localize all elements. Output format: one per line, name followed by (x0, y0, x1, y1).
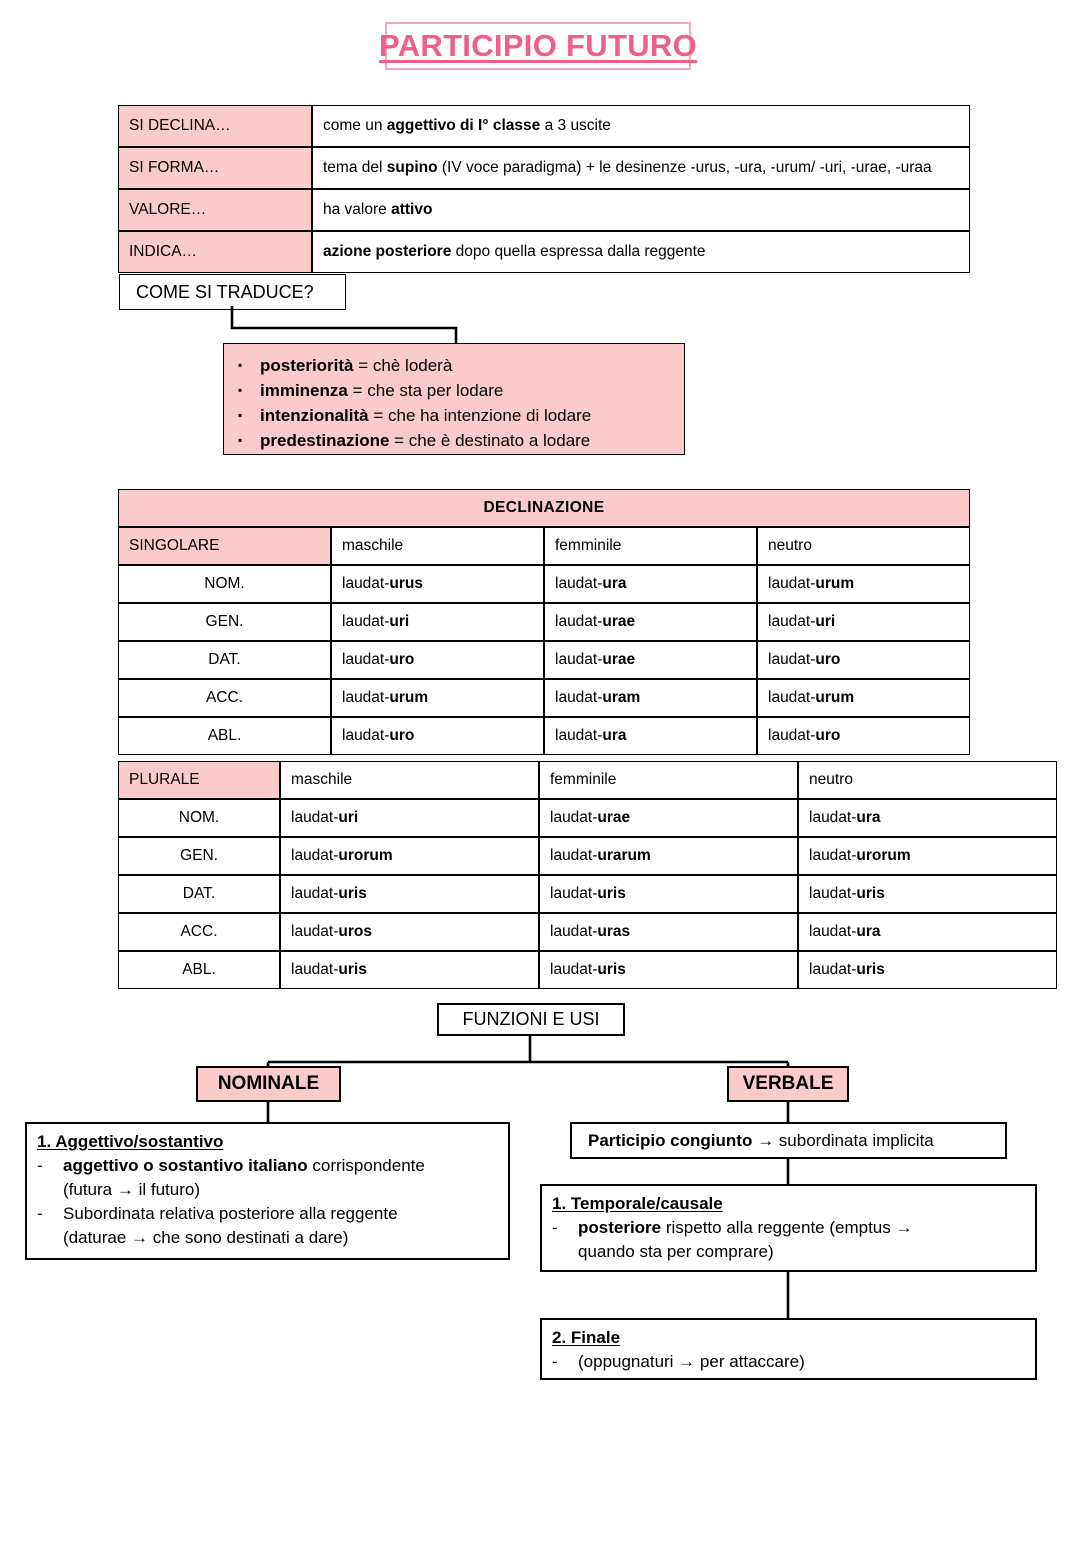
declension-singular-table (118, 489, 970, 755)
come-si-traduce-label: COME SI TRADUCE? (136, 281, 314, 302)
list-item (552, 1350, 1025, 1374)
declined-form: laudat-urae (544, 603, 757, 641)
page-title: PARTICIPIO FUTURO (379, 28, 697, 63)
declined-form: laudat-uro (757, 717, 970, 755)
list-item (37, 1202, 498, 1250)
traduce-gloss: = che sta per lodare (347, 381, 504, 400)
list-item (238, 353, 684, 378)
declined-form: laudat-uri (757, 603, 970, 641)
declined-form: laudat-uris (280, 875, 539, 913)
finale-box (540, 1318, 1037, 1380)
case-label: GEN. (118, 837, 280, 875)
table-row (118, 603, 970, 641)
declined-form: laudat-uris (798, 875, 1057, 913)
overview-row-value: tema del supino (IV voce paradigma) + le desinenze -urus, -ura, -urum/ -uri, -urae, -uraa (312, 147, 970, 189)
traduce-gloss: = che ha intenzione di lodare (368, 406, 592, 425)
declined-form: laudat-urarum (539, 837, 798, 875)
funzioni-e-usi-label: FUNZIONI E USI (462, 1009, 600, 1029)
declined-form: laudat-uris (539, 951, 798, 989)
square-bullet-icon: ▪ (238, 358, 243, 372)
table-row (118, 799, 1057, 837)
overview-row-value: azione posteriore dopo quella espressa dalla reggente (312, 231, 970, 273)
verbale-node (727, 1066, 849, 1102)
traduce-term: posteriorità (260, 356, 354, 375)
temporale-causale-box (540, 1184, 1037, 1272)
declined-form: laudat-uris (539, 875, 798, 913)
list-item-text: (oppugnaturi → per attaccare) (578, 1352, 805, 1371)
table-row (118, 527, 970, 565)
declined-form: laudat-ura (798, 799, 1057, 837)
table-row (118, 837, 1057, 875)
gender-header: maschile (331, 527, 544, 565)
declined-form: laudat-ura (798, 913, 1057, 951)
list-item (552, 1216, 1025, 1264)
gender-header: neutro (798, 761, 1057, 799)
traduce-gloss: = che è destinato a lodare (389, 431, 591, 450)
table-row (118, 147, 970, 189)
declined-form: laudat-ura (544, 565, 757, 603)
come-si-traduce-box (119, 274, 346, 310)
table-row (118, 105, 970, 147)
table-row (118, 679, 970, 717)
square-bullet-icon: ▪ (238, 408, 243, 422)
declined-form: laudat-uros (280, 913, 539, 951)
case-label: DAT. (118, 641, 331, 679)
dash-bullet-icon: - (37, 1156, 43, 1175)
table-row (118, 231, 970, 273)
table-row (118, 565, 970, 603)
traduce-values-box (223, 343, 685, 455)
traduce-term: imminenza (260, 381, 348, 400)
participio-congiunto-text (588, 1131, 934, 1151)
declined-form: laudat-ura (544, 717, 757, 755)
declined-form: laudat-urum (757, 679, 970, 717)
nominale-label: NOMINALE (217, 1073, 320, 1094)
nominale-node (196, 1066, 341, 1102)
declension-plural-table (118, 761, 1057, 989)
table-row (118, 761, 1057, 799)
nominale-detail-heading: 1. Aggettivo/sostantivo (37, 1132, 224, 1151)
traduce-gloss: = chè loderà (353, 356, 453, 375)
overview-table (118, 105, 970, 273)
case-label: NOM. (118, 565, 331, 603)
overview-row-value: ha valore attivo (312, 189, 970, 231)
participio-congiunto-bold: Participio congiunto (588, 1130, 753, 1150)
declined-form: laudat-urum (331, 679, 544, 717)
declined-form: laudat-uram (544, 679, 757, 717)
case-label: ABL. (118, 951, 280, 989)
declined-form: laudat-urae (539, 799, 798, 837)
traduce-term: predestinazione (260, 431, 390, 450)
case-label: ABL. (118, 717, 331, 755)
case-label: ACC. (118, 679, 331, 717)
gender-header: femminile (544, 527, 757, 565)
dash-bullet-icon: - (552, 1218, 558, 1237)
square-bullet-icon: ▪ (238, 383, 243, 397)
list-item (37, 1154, 498, 1202)
list-item-text: Subordinata relativa posteriore alla reggente (daturae → che sono destinati a dare) (63, 1204, 398, 1247)
overview-row-label: VALORE… (118, 189, 312, 231)
number-label: PLURALE (118, 761, 280, 799)
declension-heading: DECLINAZIONE (118, 489, 970, 527)
gender-header: maschile (280, 761, 539, 799)
funzioni-e-usi-node (437, 1003, 625, 1036)
declined-form: laudat-urum (757, 565, 970, 603)
declined-form: laudat-urorum (280, 837, 539, 875)
table-row (118, 951, 1057, 989)
declined-form: laudat-urorum (798, 837, 1057, 875)
dash-bullet-icon: - (552, 1352, 558, 1371)
overview-row-value: come un aggettivo di I° classe a 3 uscite (312, 105, 970, 147)
list-item-text: aggettivo o sostantivo italiano corrispondente (futura → il futuro) (63, 1156, 425, 1199)
participio-congiunto-rest: → subordinata implicita (752, 1130, 934, 1150)
gender-header: femminile (539, 761, 798, 799)
table-row (118, 875, 1057, 913)
declined-form: laudat-urus (331, 565, 544, 603)
list-item (238, 428, 684, 453)
page-title-box (379, 22, 697, 70)
nominale-detail-box (25, 1122, 510, 1260)
table-row (118, 641, 970, 679)
verbale-label: VERBALE (742, 1073, 834, 1094)
declined-form: laudat-urae (544, 641, 757, 679)
list-item (238, 378, 684, 403)
declined-form: laudat-uri (280, 799, 539, 837)
list-item-text: posteriore rispetto alla reggente (emptus → quando sta per comprare) (578, 1218, 913, 1261)
overview-row-label: INDICA… (118, 231, 312, 273)
finale-heading: 2. Finale (552, 1328, 621, 1347)
list-item (238, 403, 684, 428)
declined-form: laudat-uras (539, 913, 798, 951)
traduce-term: intenzionalità (260, 406, 369, 425)
overview-row-label: SI FORMA… (118, 147, 312, 189)
declined-form: laudat-uro (757, 641, 970, 679)
overview-row-label: SI DECLINA… (118, 105, 312, 147)
square-bullet-icon: ▪ (238, 433, 243, 447)
gender-header: neutro (757, 527, 970, 565)
case-label: DAT. (118, 875, 280, 913)
case-label: GEN. (118, 603, 331, 641)
table-row (118, 717, 970, 755)
declined-form: laudat-uris (280, 951, 539, 989)
participio-congiunto-box (570, 1122, 1007, 1159)
case-label: NOM. (118, 799, 280, 837)
declined-form: laudat-uri (331, 603, 544, 641)
dash-bullet-icon: - (37, 1204, 43, 1223)
declined-form: laudat-uro (331, 641, 544, 679)
table-row (118, 489, 970, 527)
declined-form: laudat-uro (331, 717, 544, 755)
table-row (118, 913, 1057, 951)
case-label: ACC. (118, 913, 280, 951)
table-row (118, 189, 970, 231)
declined-form: laudat-uris (798, 951, 1057, 989)
temporale-causale-heading: 1. Temporale/causale (552, 1194, 723, 1213)
number-label: SINGOLARE (118, 527, 331, 565)
